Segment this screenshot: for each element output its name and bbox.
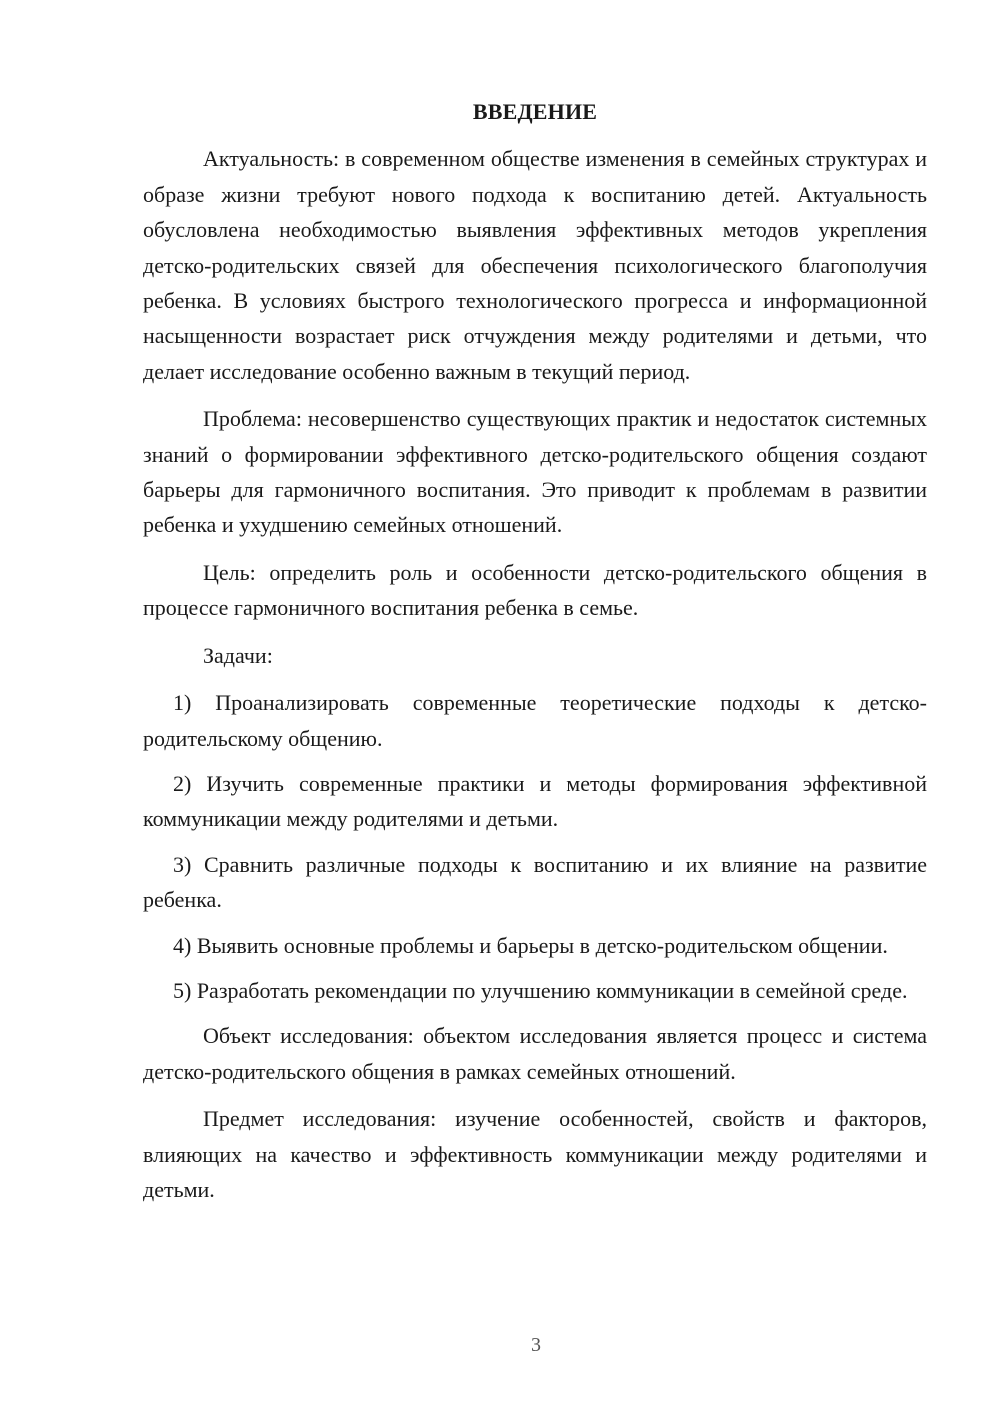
object-paragraph: Объект исследования: объектом исследования является процесс и система детско-родительского общения в рамках семейных отношений. [143,1023,927,1084]
document-body [143,94,927,1207]
task-item: 5) Разработать рекомендации по улучшению коммуникации в семейной среде. [173,977,908,1003]
problem-paragraph: Проблема: несовершенство существующих практик и недостаток системных знаний о формировании эффективного детско-родительского общения создают барьеры для гармоничного воспитания. Это приводит к проблемам в развитии ребенка и ухудшению семейных отношений. [143,406,927,538]
task-item: 2) Изучить современные практики и методы формирования эффективной коммуникации между родителями и детьми. [143,770,927,832]
task-item: 4) Выявить основные проблемы и барьеры в детско-родительском общении. [173,932,888,958]
goal-paragraph: Цель: определить роль и особенности детско-родительского общения в процессе гармоничного воспитания ребенка в семье. [143,559,927,621]
task-item: 3) Сравнить различные подходы к воспитанию и их влияние на развитие ребенка. [143,851,927,913]
tasks-label: Задачи: [203,642,273,668]
page-title: ВВЕДЕНИЕ [472,99,598,124]
subject-paragraph: Предмет исследования: изучение особенностей, свойств и факторов, влияющих на качество и эффективность коммуникации между родителями и детьми. [143,1106,927,1202]
task-item: 1) Проанализировать современные теоретические подходы к детско-родительскому общению. [143,690,927,751]
relevance-paragraph: Актуальность: в современном обществе изменения в семейных структурах и образе жизни требуют нового подхода к воспитанию детей. Актуальность обусловлена необходимостью выявления эффективных методов укрепления детско-родительских связей для обеспечения психологического благополучия ребенка. В условиях быстрого технологического прогресса и информационной насыщенности возрастает риск отчуждения между родителями и детьми, что делает исследование особенно важным в текущий период. [143,146,927,384]
page-number: 3 [531,1334,541,1356]
tasks-list [143,685,927,1008]
